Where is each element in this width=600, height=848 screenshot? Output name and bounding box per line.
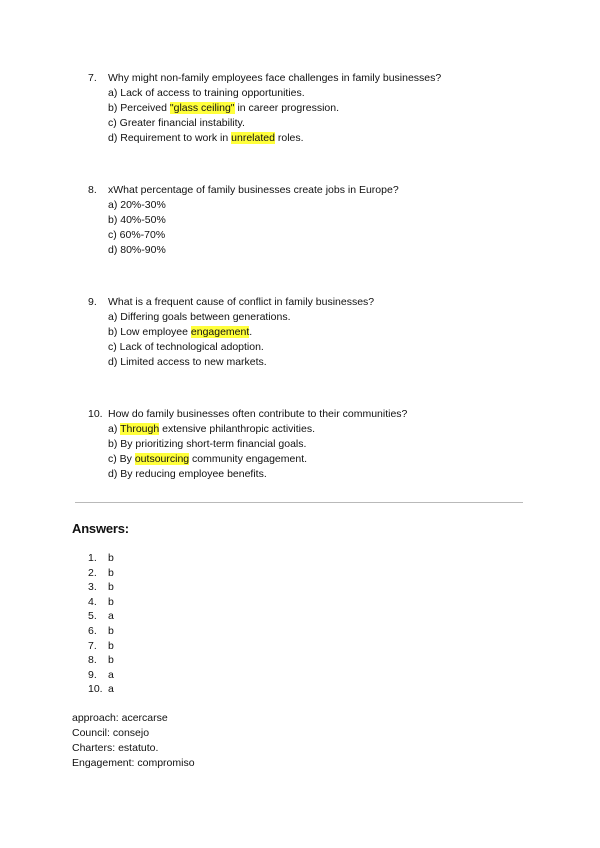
- answer-item: 3. b: [88, 581, 114, 594]
- option-c: c) By outsourcing community engagement.: [108, 453, 308, 465]
- answer-item: 9. a: [88, 668, 114, 681]
- question-10: [88, 407, 558, 482]
- answer-item: 6. b: [88, 624, 114, 637]
- option-b: b) By prioritizing short-term financial goals.: [108, 438, 307, 450]
- option-d: d) 80%-90%: [108, 244, 166, 256]
- option-d: d) Requirement to work in unrelated roles.: [108, 132, 304, 144]
- vocab-item: Council: consejo: [72, 727, 150, 739]
- highlight: engagement: [190, 326, 250, 338]
- option-c: c) 60%-70%: [108, 229, 166, 241]
- vocab-item: Engagement: compromiso: [72, 757, 195, 769]
- horizontal-divider: [75, 502, 523, 503]
- answer-item: 2. b: [88, 566, 114, 579]
- answer-item: 8. b: [88, 654, 114, 667]
- question-text: 8. xWhat percentage of family businesses create jobs in Europe?: [88, 184, 399, 196]
- vocab-item: Charters: estatuto.: [72, 742, 159, 754]
- question-7: [88, 71, 558, 146]
- option-b: b) Perceived "glass ceiling" in career progression.: [108, 102, 339, 114]
- answer-item: 7. b: [88, 639, 114, 652]
- highlight: Through: [120, 423, 160, 435]
- answer-item: 5. a: [88, 610, 114, 623]
- option-a: a) Lack of access to training opportunities.: [108, 87, 305, 99]
- vocabulary-notes: [72, 711, 195, 771]
- option-c: c) Greater financial instability.: [108, 117, 245, 129]
- highlight: "glass ceiling": [169, 102, 235, 114]
- option-b: b) 40%-50%: [108, 214, 166, 226]
- option-d: d) By reducing employee benefits.: [108, 468, 267, 480]
- option-c: c) Lack of technological adoption.: [108, 341, 264, 353]
- question-text: 9. What is a frequent cause of conflict in family businesses?: [88, 296, 375, 308]
- question-8: [88, 183, 558, 258]
- answer-item: 1. b: [88, 552, 114, 564]
- option-b: b) Low employee engagement.: [108, 326, 253, 338]
- answer-item: 4. b: [88, 595, 114, 608]
- answer-item: 10. a: [88, 683, 114, 696]
- option-a: a) Differing goals between generations.: [108, 311, 291, 323]
- option-d: d) Limited access to new markets.: [108, 356, 267, 368]
- highlight: outsourcing: [134, 453, 190, 465]
- vocab-item: approach: acercarse: [72, 712, 168, 724]
- answers-heading: Answers:: [72, 521, 129, 536]
- question-9: [88, 295, 558, 370]
- option-a: a) Through extensive philanthropic activities.: [108, 423, 316, 435]
- option-a: a) 20%-30%: [108, 199, 166, 211]
- answers-list: [88, 551, 114, 697]
- question-text: 7. Why might non-family employees face challenges in family businesses?: [88, 72, 442, 84]
- question-text: 10. How do family businesses often contribute to their communities?: [88, 408, 408, 420]
- highlight: unrelated: [231, 132, 275, 144]
